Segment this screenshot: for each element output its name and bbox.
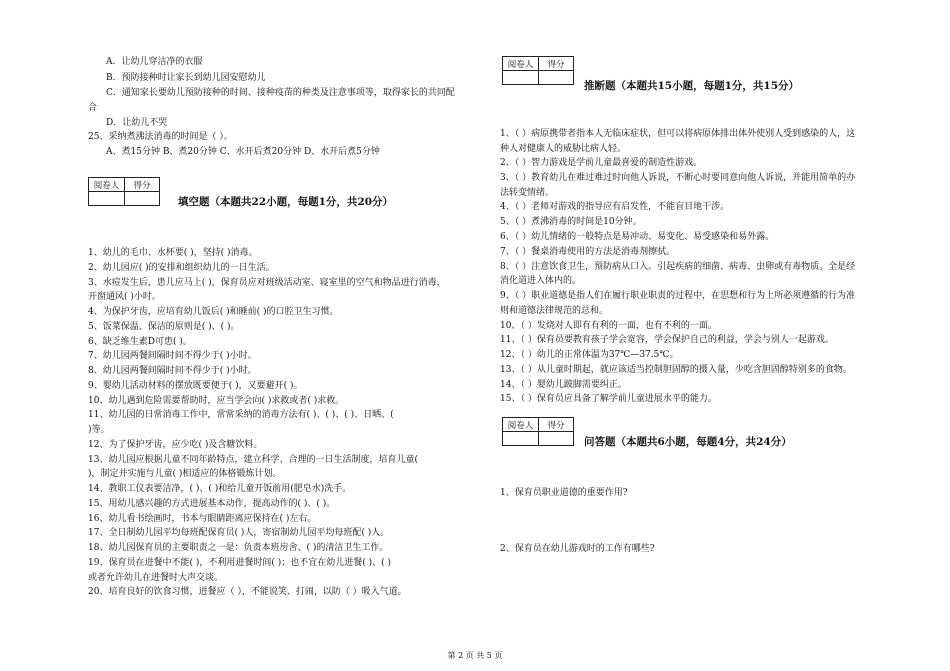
judge-q-13: 13、（ ）从儿童时期起，就应该适当控制胆固醇的摄入量，少吃含胆固醇特别多的食物。 (500, 365, 852, 375)
fill-q-19-cont: 或者允许幼儿在进餐时大声交谈。 (88, 573, 224, 583)
score-label: 得分 (539, 57, 574, 71)
fill-q-20: 20、培育良好的饮食习惯，进餐应（ ），不能说笑、打闹，以防（ ）吸入气道。 (88, 587, 407, 597)
score-label: 得分 (539, 418, 574, 432)
judge-q-8: 8、（ ）注意饮食卫生，预防病从口入。引起疾病的细菌、病毒、虫卵或有毒物质。全是经 (500, 262, 856, 272)
judge-q-10: 10、（ ）发烧对人即有有利的一面，也有不利的一面。 (500, 321, 717, 331)
judge-q-4: 4、（ ）老师对游戏的指导应有启发性，不能盲目地干涉。 (500, 202, 730, 212)
qa-section-title: 问答题（本题共6小题，每题4分，共24分） (584, 436, 792, 448)
fill-q-18: 18、幼儿园保育员的主要职责之一是：负责本班房舍、( )的清洁卫生工作。 (88, 543, 389, 553)
fill-q-11: 11、幼儿园的日常消毒工作中，常常采纳的消毒方法有( )、( )、( )、日晒、( (88, 410, 394, 420)
score-label: 得分 (125, 178, 160, 192)
judge-q-1: 1、（ ）病原携带者指本人无临床症状，但可以将病原体排出体外使别人受到感染的人，这 (500, 129, 856, 139)
option-d: D．让幼儿不哭 (106, 118, 168, 128)
judge-score-table (502, 56, 574, 85)
fill-score-table (88, 177, 160, 206)
reviewer-label: 阅卷人 (503, 418, 539, 432)
score-cell (539, 71, 574, 85)
fill-q-7: 7、幼儿园两餐间隔时间不得少于( )小时。 (88, 351, 257, 361)
judge-q-3-cont: 法转变情绪。 (500, 188, 555, 198)
fill-q-5: 5、饭菜保温、保洁的原则是( )、( )。 (88, 322, 240, 332)
qa-q-2: 2、保育员在幼儿游戏时的工作有哪些? (500, 544, 655, 554)
option-a: A．让幼儿穿洁净的衣服 (106, 57, 203, 67)
fill-q-10: 10、幼儿遇到危险需要帮助时，应当学会向( )求救或者( )求救。 (88, 396, 345, 406)
fill-q-17: 17、全日制幼儿园平均每班配保育员( )人，寄宿制幼儿园平均每班配( )人。 (88, 528, 390, 538)
fill-q-3-cont: 开窗通风( )小时。 (88, 292, 161, 302)
option-b: B．预防接种时让家长到幼儿园安慰幼儿 (106, 73, 266, 83)
fill-q-14: 14、教职工仪表要洁净，( )、( )和给儿童开饭前用(肥皂水)洗手。 (88, 484, 352, 494)
judge-q-14: 14、（ ）婴幼儿跛脚需要纠正。 (500, 380, 627, 390)
option-c: C．通知家长要幼儿预防接种的时间、接种疫苗的种类及注意事项等，取得家长的共同配 (106, 88, 455, 98)
reviewer-label: 阅卷人 (503, 57, 539, 71)
question-25-options: A、煮15分钟 B、煮20分钟 C、水开后煮20分钟 D、水开后煮5分钟 (106, 147, 380, 157)
fill-q-3: 3、水痘发生后，患儿应马上( )，保育员应对班级活动室、寝室里的空气和物品进行消毒， (88, 278, 446, 288)
score-cell (539, 432, 574, 446)
judge-q-6: 6、（ ）幼儿情绪的一般特点是易冲动、易变化、易受感染和易外露。 (500, 232, 775, 242)
judge-q-15: 15、（ ）保育员应具备了解学前儿童进展水平的能力。 (500, 394, 717, 404)
reviewer-cell (89, 192, 125, 206)
reviewer-cell (503, 432, 539, 446)
option-c-cont: 合 (88, 103, 98, 113)
fill-q-6: 6、缺乏维生素D可患( )。 (88, 337, 192, 347)
fill-q-15: 15、用幼儿感兴趣的方式进展基本动作，提高动作的( )、( )。 (88, 499, 336, 509)
fill-q-2: 2、幼儿园应( )的安排和组织幼儿的一日生活。 (88, 263, 275, 273)
fill-q-8: 8、幼儿园两餐间隔时间不得少于( )小时。 (88, 366, 257, 376)
judge-q-8-cont: 消化道进入体内的。 (500, 276, 582, 286)
judge-q-2: 2、（ ）智力游戏是学前儿童最喜爱的制造性游戏。 (500, 158, 703, 168)
judge-q-1-cont: 种人对健康人的威胁比病人轻。 (500, 144, 627, 154)
fill-q-13-cont: )，制定并实施与儿童( )相适应的体格锻炼计划。 (88, 469, 282, 479)
qa-score-table (502, 417, 574, 446)
judge-q-12: 12、（ ）幼儿的正常体温为37℃—37.5℃。 (500, 350, 679, 360)
judge-section-title: 推断题（本题共15小题，每题1分，共15分） (584, 80, 800, 92)
fill-q-12: 12、为了保护牙齿，应少吃( )及含糖饮料。 (88, 440, 263, 450)
question-25: 25、采纳煮沸法消毒的时间是（ ）。 (88, 132, 233, 142)
fill-q-19: 19、保育员在进餐中不能( )，不利用进餐时间( )；也不宜在幼儿进餐( )、( ) (88, 558, 391, 568)
fill-q-11-cont: )等。 (88, 425, 110, 435)
fill-q-4: 4、为保护牙齿，应培育幼儿饭后( )和睡前( )的口腔卫生习惯。 (88, 307, 339, 317)
score-cell (125, 192, 160, 206)
fill-q-13: 13、幼儿园应根据儿童不同年龄特点，建立科学、合理的一日生活制度，培育儿童( (88, 455, 418, 465)
fill-section-title: 填空题（本题共22小题，每题1分，共20分） (178, 196, 394, 208)
judge-q-9-cont: 则和道德法律规范的总和。 (500, 306, 609, 316)
judge-q-3: 3、（ ）教育幼儿在难过难过时向他人诉说，不断心时要同意向他人诉说，并能用简单的办 (500, 173, 856, 183)
fill-q-16: 16、幼儿看书绘画时，书本与眼睛距离应保持在( )左右。 (88, 514, 317, 524)
page-footer: 第 2 页 共 5 页 (447, 651, 503, 660)
fill-q-1: 1、幼儿的毛巾、水杯要( )，坚持( )消毒。 (88, 248, 258, 258)
judge-q-11: 11、（ ）保育员要教育孩子学会宽容，学会保护自己的利益，学会与别人一起游戏。 (500, 335, 834, 345)
judge-q-7: 7、（ ）餐桌消毒使用的方法是消毒剂擦拭。 (500, 247, 676, 257)
reviewer-cell (503, 71, 539, 85)
fill-q-9: 9、婴幼儿活动材料的摆放既要便于( )，又要避开( )。 (88, 381, 303, 391)
judge-q-9: 9、（ ）职业道德是指人们在履行职业职责的过程中，在思想和行为上所必须遵循的行为准 (500, 291, 856, 301)
qa-q-1: 1、保育员职业道德的重要作用? (500, 488, 628, 498)
judge-q-5: 5、（ ）煮沸消毒的时间是10分钟。 (500, 217, 642, 227)
reviewer-label: 阅卷人 (89, 178, 125, 192)
